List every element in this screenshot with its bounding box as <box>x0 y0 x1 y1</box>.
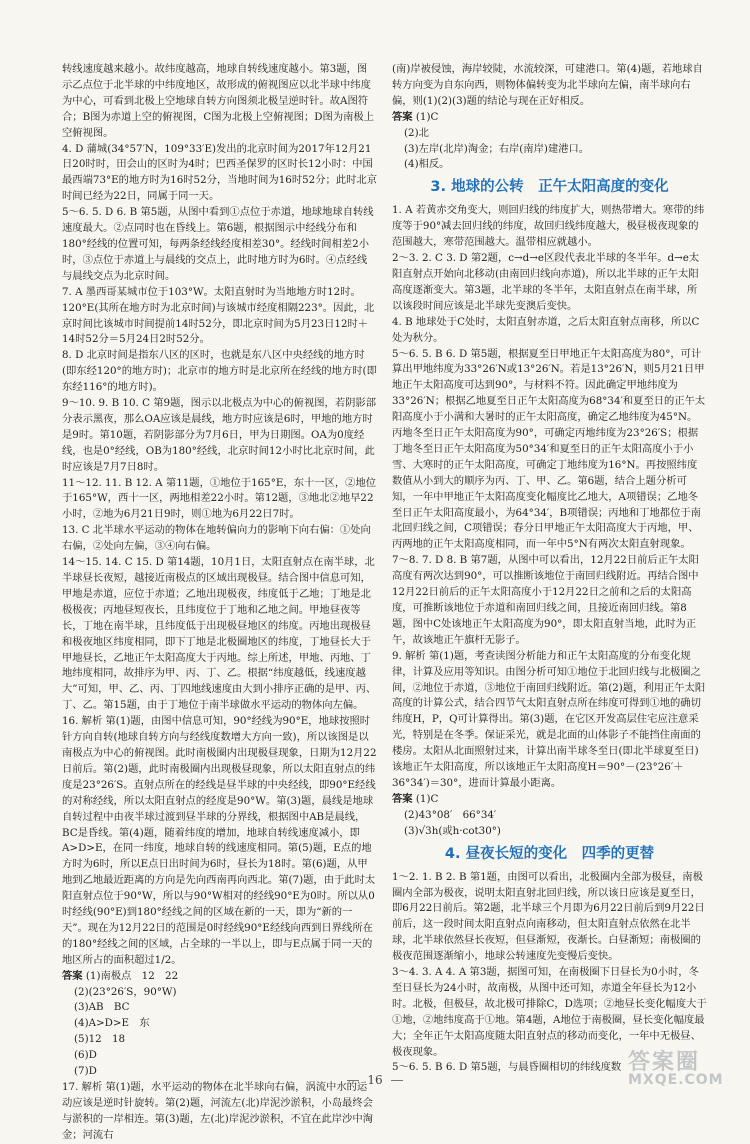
answer-label: 答案 (1)C <box>392 110 439 123</box>
answer-paragraph: 1～2. 1. B 2. B 第1题，由图可以看出，北极圈内全部为极昼，南极圈内全部为极夜，说明太阳直射北回归线，所以该日应该是夏至日，即6月22日前后。第2题，北半球三个月即为6月22日前后到9月22日前后，这一段时间太阳直射点向南移动，但太阳直射点依然在北半球，北半球依然昼长夜短，但昼渐短，夜渐长。白昼渐短；南极圈的极夜范围逐渐缩小，地球公转速度先变慢后变快。 <box>392 870 705 963</box>
answer-item: (3)√3h(或h·cot30°) <box>404 824 501 837</box>
answer-paragraph: 16. 解析 第(1)题，由图中信息可知，90°经线为90°E，地球按照时针方向自转(地球自转方向与经线度数增大方向一致)，所以该图是以南极点为中心的俯视图。此时南极圈内出现极昼现象，日期为12月22日前后。第(2)题，此时南极圈内出现极昼现象，所以太阳直射点的纬度是23°26′S。直射点所在的经线是昼半球的中央经线，即90°E经线的对称经线，所以太阳直射点的经度是90°W。第(3)题，晨线是地球自转过程中由夜半球过渡到昼半球的分界线，根据图中AB是晨线，BC是昏线。第(4)题，随着纬度的增加，地球自转线速度减小，即A>D>E，在同一纬度，地球自转的线速度相同。第(5)题，E点的地方时为6时，所以E点日出时间为6时，昼长为18时。第(6)题，从甲地到乙地最近距离的方向是先向西南再向西北。第(7)题，由于此时太阳直射点位于90°W，所以与90°W相对的经线90°E为0时。所以从0时经线(90°E)到180°经线之间的区域在新的一天，即为“新的一天”。现在为12月22日的范围是0时经线90°E经线向西到日界线所在的180°经线之间的区域，占全球的一半以上，即与E点属于同一天的地区所占的面积超过1/2。 <box>62 715 377 966</box>
section-heading: 3. 地球的公转 正午太阳高度的变化 <box>430 179 669 196</box>
answer-paragraph: (南)岸被侵蚀，海岸较陡，水流较深，可建港口。第(4)题，若地球自转方向变为自东向西，则物体偏转变为北半球向左偏，南半球向右偏，则(1)(2)(3)题的结论与现在正好相反。 <box>392 63 703 107</box>
answer-paragraph: 8. D 北京时间是指东八区的区时，也就是东八区中央经线的地方时(即东经120°的地方时)；北京市的地方时是北京所在经线的地方时(即东经116°的地方时)。 <box>62 349 377 394</box>
answer-paragraph: 11～12. 11. B 12. A 第11题，①地位于165°E，东十一区，②地位于165°W，西十一区，两地相差22小时。第12题，③地北②地早22小时，②地为6月21日9时，则①地为6月22日7时。 <box>62 476 377 521</box>
answer-item: (3)AB BC <box>74 1001 130 1014</box>
answer-paragraph: 5～6. 5. B 6. D 第5题，根据夏至日甲地正午太阳高度为80°，可计算出甲地纬度为33°26′N或13°26′N。若是13°26′N，则5月21日甲地正午太阳高度可达到90°，与材料不符。因此确定甲地纬度为33°26′N；根据乙地夏至日正午太阳高度为68°34′和夏至日的正午太阳高度小于小满和大暑时的正午太阳高度，确定乙地纬度为45°N。丙地冬至日正午太阳高度为90°，可确定丙地纬度为23°26′S；根据丁地冬至日正午太阳高度为50°34′和夏至日的正午太阳高度小于小雪、大寒时的正午太阳高度，可确定丁地纬度为16°N。再按照纬度数值从小到大的顺序为丙、丁、甲、乙。第6题，结合上题分析可知，一年中甲地正午太阳高度变化幅度比乙地大，A项错误；乙地冬至日正午太阳高度最小，为64°34′，B项错误；丙地和丁地都位于南北回归线之间，C项错误；春分日甲地正午太阳高度大于丙地，甲、丙两地的正午太阳高度相同，而一年中5°N有两次太阳直射现象。 <box>392 347 706 551</box>
answer-paragraph: 9～10. 9. B 10. C 第9题，图示以北极点为中心的俯视图，若阴影部分表示黑夜，那么OA应该是晨线，地方时应该是6时，甲地的地方时是9时。第10题，若阴影部分为7月6日，甲为日期图。OA为0度经线，也是0°经线，OB为180°经线，北京时间12小时比北京时间，此时应该是7月7日8时。 <box>62 397 377 473</box>
answer-paragraph: 13. C 北半球水平运动的物体在地转偏向力的影响下向右偏：①处向右偏，②处向左偏，③④向右偏。 <box>62 524 371 553</box>
answer-item: (6)D <box>74 1049 97 1062</box>
answer-label: 答案 (1)C <box>392 792 439 805</box>
page-number: 16 <box>0 1073 750 1087</box>
answer-paragraph: 2～3. 2. C 3. D 第2题，c→d→e区段代表北半球的冬半年。d→e太阳直射点开始向北移动(由南回归线向赤道)，所以北半球的正午太阳高度逐渐变大。第3题，北半球的冬半年，太阳直射点在南半球，所以该段时间应该是北半球先变澳后变快。 <box>392 252 700 312</box>
answer-item: (2)43°08′ 66°34′ <box>404 808 497 821</box>
section-heading: 4. 昼夜长短的变化 四季的更替 <box>444 845 655 862</box>
answer-paragraph: 17. 解析 第(1)题，水平运动的物体在北半球向右偏，涡流中水的运动应该是逆时针旋转。第(2)题，河流左(北)岸泥沙淤积，小岛最终会与淤积的一岸相连。第(3)题，左(北)岸泥沙淤积，不宜在此岸沙中淘金；河流右 <box>62 1081 373 1141</box>
answer-paragraph: 5～6. 5. B 6. D 第5题，与晨昏圈相切的纬线度数 <box>392 1061 622 1074</box>
answer-paragraph: 4. B 地球处于C处时，太阳直射赤道，之后太阳直射点南移，所以C处为秋分。 <box>392 315 700 344</box>
answer-item: (2)(23°26′S，90°W) <box>74 985 177 998</box>
watermark-text: 答案圈 <box>628 1050 701 1075</box>
answer-paragraph: 7～8. 7. D 8. B 第7题，从图中可以看出，12月22日前后正午太阳高度有两次达到90°，可以推断该地位于南回归线附近。再结合图中12月22日前后的正午太阳高度小于12月22日之前和之后的太阳高度，可推断该地位于赤道和南回归线之间，且接近南回归线。第8题，图中C处该地正午太阳高度为90°，即太阳直射当地，此时为正午，故该地正午旗杆无影子。 <box>392 554 699 646</box>
answer-item: (5)12 18 <box>74 1033 126 1046</box>
answer-paragraph: 14～15. 14. C 15. D 第14题，10月1日，太阳直射点在南半球，北半球昼长夜短，越接近南极点的区域出现极昼。结合图中信息可知，甲地是赤道，应位于赤道；乙地出现极夜，纬度低于乙地；丁地是北极极夜；丙地昼短夜长，且纬度位于丁地和乙地之间。甲地昼夜等长，丁地在南半球，且纬度低于出现极昼地区的纬度。丙地出现极昼和极夜地区纬度相同，即下丁地是北极圈地区的纬度，丁地昼长大于甲地昼长，乙地正午太阳高度大于丙地。综上所述，甲地、丙地、丁地纬度相同，故排序为甲、丙、丁、乙。根据“纬度越低，线速度越大”可知，甲、乙、丙、丁四地线速度由大到小排序正确的是甲、丙、丁、乙。第15题，由于丁地位于南半球做水平运动的物体向左偏。 <box>62 556 377 712</box>
answer-item: (3)左岸(北岸)淘金；右岸(南岸)建港口。 <box>404 142 590 155</box>
answer-item: (7)D <box>74 1065 97 1078</box>
answer-paragraph: 7. A 墨西哥某城市位于103°W。太阳直射时为当地地方时12时。120°E(其所在地方时为北京时间)与该城市经度相隔223°。因此，北京时间比该城市时间提前14时52分，即北京时间为5月23日12时＋14时52分＝5月24日2时52分。 <box>62 285 375 346</box>
left-column <box>62 62 377 1144</box>
answer-item: (4)A>D>E 东 <box>74 1017 150 1030</box>
answer-paragraph: 1. A 若黄赤交角变大，则回归线的纬度扩大，则热带增大。寒带的纬度等于90°减去回归线的纬度，故回归线纬度越大，极昼极夜现象的范围越大，寒带范围越大。温带相应就越小。 <box>392 204 705 249</box>
answer-paragraph: 3～4. 3. A 4. A 第3题，据图可知，在南极圈下日昼长为0小时，冬至日昼长为24小时，故南极，从图中还可知，赤道全年昼长为12小时。北极，但极昼，故北极可排除C，D选项；②地昼长变化幅度大于①地，②地纬度高于①地。第4题，A地位于南极圈，昼长变化幅度最大；全年正午太阳高度随太阳直射点的移动而变化，一年中无极昼、极夜现象。 <box>392 966 707 1058</box>
answer-label: 答案 (1)南极点 12 22 <box>62 969 179 982</box>
answer-item: (4)相反。 <box>404 158 450 171</box>
answer-paragraph: 4. D 蒲城(34°57′N，109°33′E)发出的北京时间为2017年12月21日20时时，田会山的区时为4时；巴西圣保罗的区时长12小时：中国最西端73°E的地方时为16时52分，当地时间为16时52分；此时北京时间已经为22日，同属于同一天。 <box>62 142 378 203</box>
answer-paragraph: 5～6. 5. D 6. B 第5题，从图中看到①点位于赤道，地球地球自转线速度最大。②点同时也在昏线上。第6题，根据图示中经线分布和180°经线的位置可知，每两条经线经度相差30°。经线时间相差2小时，③点位于赤道上与晨线的交点上，此时地方时为6时。④点经线与晨线交点为北京时间。 <box>62 206 374 282</box>
answer-item: (2)北 <box>404 126 429 139</box>
answer-paragraph: 转线速度越来越小。故纬度越高，地球自转线速度越小。第3题，图示乙点位于北半球的中纬度地区，故形成的俯视图应以北半球中纬度为中心，可看到北极上空地球自转方向图须北极呈逆时针。故A图符合；B图为赤道上空的俯视图，C图为北极上空俯视图；D图为南极上空俯视图。 <box>62 63 375 139</box>
watermark-url: MXQE.COM <box>628 1072 724 1088</box>
watermark-logo <box>628 1045 738 1093</box>
right-column <box>392 62 707 1076</box>
answer-paragraph: 9. 解析 第(1)题，考查读图分析能力和正午太阳高度的分布变化规律，计算及应用等知识。由图分析可知①地位于北回归线与北极圈之间，②地位于赤道，③地位于南回归线附近。第(2)题，利用正午太阳高度的计算公式，结合四节气太阳直射点所在纬度可得到①地的确切纬度H，P，Q可计算得出。第(3)题，在它区开发高层住宅应注意采光，特别是在冬季。保证采光，就是北面的山体影子不能挡住南面的楼房。太阳从北面照射过来，计算出南半球冬至日(即北半球夏至日)该地正午太阳高度，所以该地正午太阳高度H＝90°－(23°26′＋36°34′)＝30°，进而计算最小距离。 <box>392 649 706 789</box>
